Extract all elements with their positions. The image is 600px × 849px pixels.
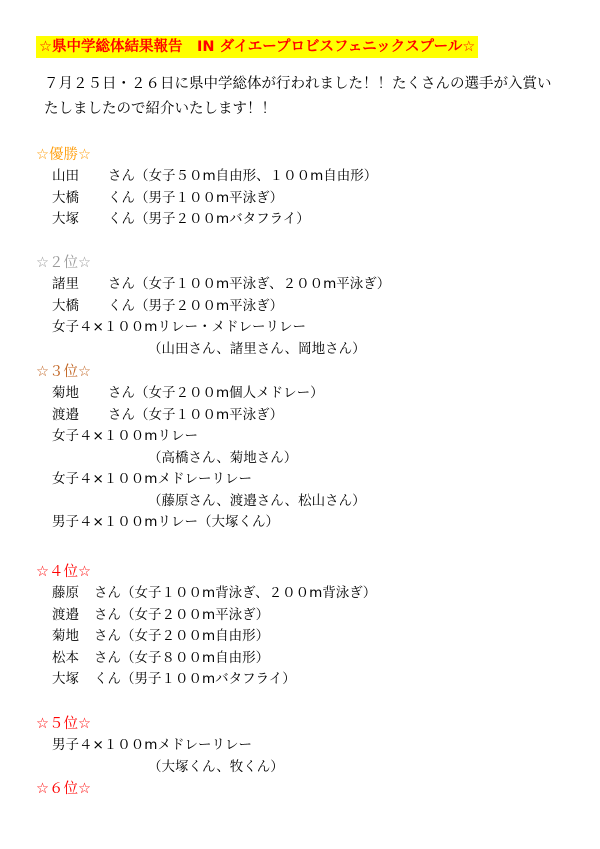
- result-row: [36, 166, 377, 188]
- relay-row: 女子４×１００mリレー: [52, 428, 198, 444]
- result-detail: くん（男子２００m平泳ぎ）: [108, 297, 284, 314]
- relay-members: （藤原さん、渡邉さん、松山さん）: [148, 492, 366, 509]
- result-detail: さん（女子５０m自由形、１００m自由形）: [108, 168, 378, 184]
- intro-paragraph: ７月２５日・２６日に県中学総体が行われました！！たくさんの選手が入賞いたしましたので紹介いたします！！: [44, 76, 552, 117]
- result-row: [36, 626, 376, 648]
- result-detail: さん（女子２００m自由形）: [94, 628, 270, 644]
- relay-row: 女子４×１００mリレー・メドレーリレー: [52, 319, 306, 335]
- swimmer-name: 渡邉: [52, 406, 79, 423]
- sixth-place-heading: ☆６位☆: [36, 781, 91, 797]
- section-sixth-place: [36, 778, 91, 800]
- swimmer-name: 藤原: [52, 585, 79, 601]
- result-detail: さん（女子１００m平泳ぎ、２００m平泳ぎ）: [108, 276, 391, 292]
- result-row: [36, 274, 390, 296]
- result-row: [36, 605, 376, 627]
- result-detail: くん（男子１００m平泳ぎ）: [108, 189, 284, 206]
- swimmer-name: 大塚: [52, 671, 79, 687]
- swimmer-name: 松本: [52, 649, 79, 666]
- result-detail: くん（男子１００mバタフライ）: [94, 671, 296, 687]
- relay-row: 女子４×１００mメドレーリレー: [52, 471, 252, 487]
- result-detail: さん（女子８００m自由形）: [94, 649, 270, 666]
- swimmer-name: 菊地: [52, 385, 79, 401]
- relay-members: （大塚くん、牧くん）: [148, 758, 284, 775]
- result-row: [36, 669, 376, 691]
- relay-row: 男子４×１００mメドレーリレー: [52, 737, 252, 753]
- swimmer-name: 渡邉: [52, 606, 79, 623]
- relay-members: （山田さん、諸里さん、岡地さん）: [148, 340, 366, 357]
- result-row: [36, 405, 366, 427]
- section-fourth-place: [36, 561, 376, 691]
- result-detail: さん（女子１００m平泳ぎ）: [108, 406, 284, 423]
- result-row: [36, 188, 377, 210]
- result-row: [36, 648, 376, 670]
- swimmer-name: 大橋: [52, 189, 79, 206]
- report-title: ☆県中学総体結果報告 IN ダイエープロビスフェニックスプール☆: [36, 36, 478, 58]
- third-place-heading: ☆３位☆: [36, 364, 91, 380]
- section-second-place: [36, 252, 390, 360]
- swimmer-name: 大橋: [52, 297, 79, 314]
- result-detail: さん（女子１００m背泳ぎ、２００m背泳ぎ）: [94, 585, 377, 601]
- result-detail: さん（女子２００m個人メドレー）: [108, 385, 324, 401]
- result-detail: さん（女子２００m平泳ぎ）: [94, 606, 270, 623]
- second-place-heading: ☆２位☆: [36, 255, 91, 271]
- first-place-heading: ☆優勝☆: [36, 147, 91, 163]
- section-third-place: [36, 361, 366, 534]
- fifth-place-heading: ☆５位☆: [36, 716, 91, 732]
- fourth-place-heading: ☆４位☆: [36, 564, 91, 580]
- result-detail: くん（男子２００mバタフライ）: [108, 211, 310, 227]
- result-row: [36, 296, 390, 318]
- result-row: [36, 209, 377, 231]
- section-fifth-place: [36, 713, 284, 778]
- swimmer-name: 山田: [52, 168, 79, 184]
- swimmer-name: 菊地: [52, 628, 79, 644]
- result-row: [36, 383, 366, 405]
- relay-row: 男子４×１００mリレー（大塚くん）: [52, 514, 279, 530]
- result-row: [36, 583, 376, 605]
- swimmer-name: 大塚: [52, 211, 79, 227]
- relay-members: （高橋さん、菊地さん）: [148, 449, 298, 466]
- swimmer-name: 諸里: [52, 276, 79, 292]
- section-first-place: [36, 144, 377, 231]
